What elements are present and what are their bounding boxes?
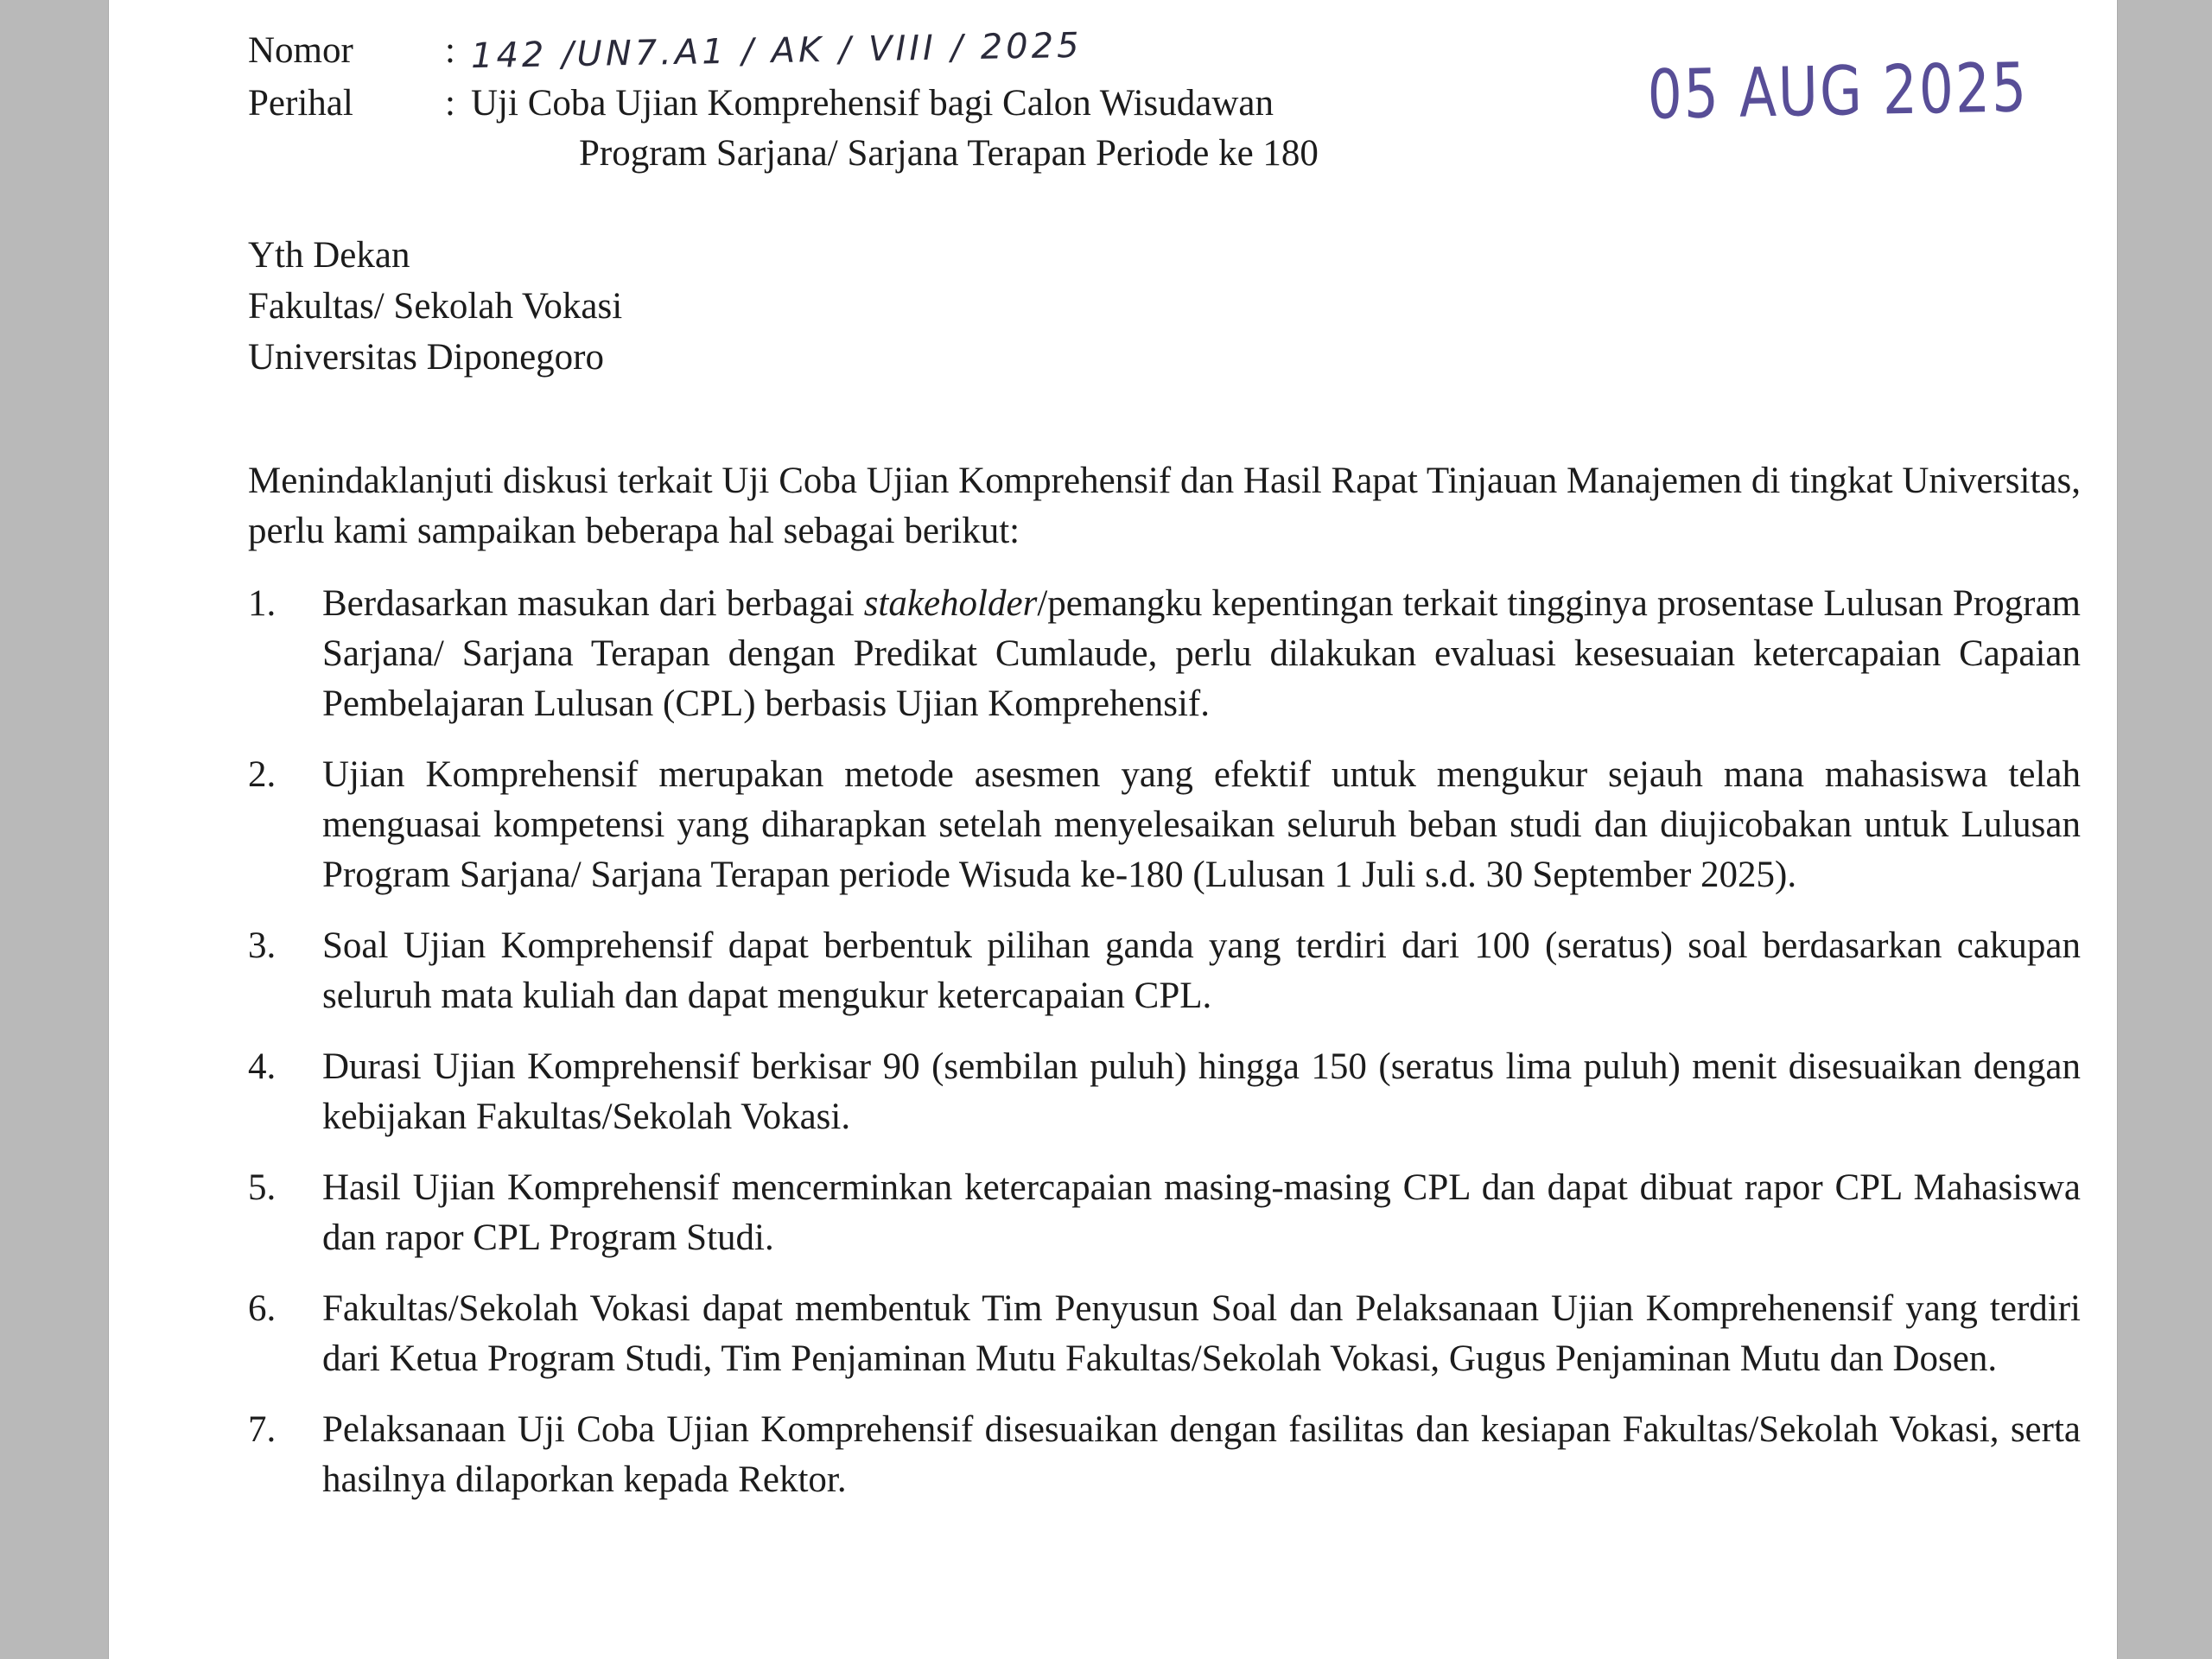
list-item-italic-term: stakeholder <box>863 583 1038 624</box>
list-item <box>248 1284 2081 1384</box>
list-item <box>248 1042 2081 1142</box>
perihal-line1: Uji Coba Ujian Komprehensif bagi Calon Wisudawan <box>471 83 1274 124</box>
perihal-line2: Program Sarjana/ Sarjana Terapan Periode ke 180 <box>579 133 1319 174</box>
perihal-line2-row <box>579 129 1319 179</box>
list-item-text: Soal Ujian Komprehensif dapat berbentuk pilihan ganda yang terdiri dari 100 (seratus) soal berdasarkan cakupan seluruh mata kuliah dan dapat mengukur ketercapaian CPL. <box>322 925 2081 1016</box>
list-item-text: Ujian Komprehensif merupakan metode asesmen yang efektif untuk mengukur sejauh mana mahasiswa telah menguasai kompetensi yang diharapkan setelah menyelesaikan seluruh beban studi dan diujicobakan untuk Lulusan Program Sarjana/ Sarjana Terapan periode Wisuda ke-180 (Lulusan 1 Juli s.d. 30 September 2025). <box>322 754 2081 895</box>
letter-body <box>109 0 2117 1659</box>
document-page <box>109 0 2117 1659</box>
nomor-value: 142 /UN7.A1 / AK / VIII / 2025 <box>470 25 1083 77</box>
list-item-text-part: Berdasarkan masukan dari berbagai <box>322 583 864 624</box>
nomor-row <box>248 26 1083 76</box>
list-item-number: 3. <box>248 925 276 966</box>
list-item-number: 4. <box>248 1046 276 1087</box>
list-item <box>248 579 2081 729</box>
list-item <box>248 750 2081 900</box>
list-item-number: 2. <box>248 754 276 795</box>
nomor-label: Nomor <box>248 30 353 71</box>
list-item-number: 1. <box>248 583 276 624</box>
list-item-text: Durasi Ujian Komprehensif berkisar 90 (sembilan puluh) hingga 150 (seratus lima puluh) menit disesuaikan dengan kebijakan Fakultas/Sekolah Vokasi. <box>322 1046 2081 1137</box>
intro-paragraph: Menindaklanjuti diskusi terkait Uji Coba Ujian Komprehensif dan Hasil Rapat Tinjauan Manajemen di tingkat Universitas, perlu kami sampaikan beberapa hal sebagai berikut: <box>248 461 2081 551</box>
perihal-colon: : <box>445 83 455 124</box>
addressee-line3: Universitas Diponegoro <box>248 337 605 378</box>
addressee-line1: Yth Dekan <box>248 235 410 276</box>
addressee-block <box>248 230 622 383</box>
date-stamp: 05 AUG 2025 <box>1647 48 2029 135</box>
list-item-text-part: /pemangku kepentingan terkait tingginya prosentase Lulusan Program Sarjana/ Sarjana Terapan dengan Predikat Cumlaude, perlu dilakukan evaluasi kesesuaian ketercapaian Capaian Pembelajaran Lulusan (CPL) berbasis Ujian Komprehensif. <box>322 583 2081 724</box>
list-item-text: Hasil Ujian Komprehensif mencerminkan ketercapaian masing-masing CPL dan dapat dibuat rapor CPL Mahasiswa dan rapor CPL Program Studi. <box>322 1167 2081 1258</box>
list-item-number: 7. <box>248 1409 276 1450</box>
list-item <box>248 921 2081 1021</box>
list-item-text: Pelaksanaan Uji Coba Ujian Komprehensif disesuaikan dengan fasilitas dan kesiapan Fakultas/Sekolah Vokasi, serta hasilnya dilaporkan kepada Rektor. <box>322 1409 2081 1500</box>
list-item-number: 6. <box>248 1288 276 1329</box>
perihal-label: Perihal <box>248 83 353 124</box>
nomor-colon: : <box>445 30 455 71</box>
list-item-text <box>322 579 2081 729</box>
numbered-list <box>248 579 2081 1526</box>
list-item-number: 5. <box>248 1167 276 1208</box>
addressee-line2: Fakultas/ Sekolah Vokasi <box>248 286 623 327</box>
perihal-row <box>248 79 1274 129</box>
list-item <box>248 1405 2081 1505</box>
list-item-text: Fakultas/Sekolah Vokasi dapat membentuk Tim Penyusun Soal dan Pelaksanaan Ujian Komprehenensif yang terdiri dari Ketua Program Studi, Tim Penjaminan Mutu Fakultas/Sekolah Vokasi, Gugus Penjaminan Mutu dan Dosen. <box>322 1288 2081 1379</box>
list-item <box>248 1163 2081 1263</box>
